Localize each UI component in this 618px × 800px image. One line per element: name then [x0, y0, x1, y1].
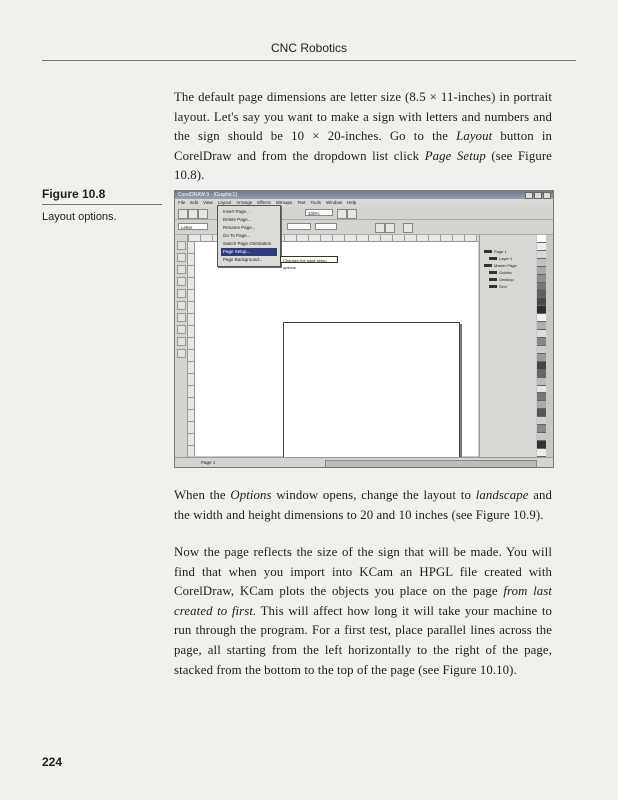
window-controls	[525, 192, 551, 199]
docker-row[interactable]	[484, 249, 507, 254]
palette-swatch[interactable]	[537, 386, 546, 394]
paragraph-1	[174, 88, 552, 186]
italic-run: Options	[230, 488, 272, 502]
text-run: The default page dimensions are letter size (8.5 × 11-inches) in portrait layout. Let's say you want to make a sign with letters and numbers and the sign should be 10 × 20-inches. Go to the	[174, 90, 552, 144]
menu-item-text[interactable]: Text	[297, 200, 306, 205]
palette-swatch[interactable]	[537, 401, 546, 409]
italic-run: from last created to first.	[174, 584, 552, 618]
zoom-icon	[337, 209, 347, 219]
freehand-tool-icon	[177, 277, 186, 286]
document-page	[283, 322, 460, 468]
docker-row[interactable]	[489, 270, 512, 275]
docker-row[interactable]	[489, 256, 512, 261]
dropdown-item[interactable]: Page Background...	[223, 257, 263, 262]
page-header: CNC Robotics	[270, 41, 348, 55]
menu-item-effects[interactable]: Effects	[257, 200, 271, 205]
palette-swatch[interactable]	[537, 370, 546, 378]
menu-item-layout[interactable]: Layout	[217, 200, 232, 205]
new-icon	[178, 209, 188, 219]
zoom-tool-icon	[177, 265, 186, 274]
vertical-ruler	[188, 241, 195, 456]
page-tab: Page 1	[201, 460, 216, 465]
text-run: When the	[174, 488, 231, 502]
layer-swatch	[489, 285, 497, 288]
app-title: CorelDRAW 9 - [Graphic1]	[178, 192, 237, 198]
page-number: 224	[42, 755, 63, 769]
header-rule	[42, 60, 576, 61]
palette-swatch[interactable]	[537, 449, 546, 457]
italic-run: Layout	[456, 129, 493, 144]
palette-swatch[interactable]	[537, 354, 546, 362]
palette-swatch[interactable]	[537, 338, 546, 346]
figure-caption: Layout options.	[42, 211, 117, 223]
palette-swatch[interactable]	[537, 235, 546, 243]
dropdown-item[interactable]: Insert Page...	[223, 209, 250, 214]
palette-swatch[interactable]	[537, 417, 546, 425]
ellipse-tool-icon	[177, 301, 186, 310]
zoom-field: 100%	[305, 209, 333, 216]
minimize-icon	[525, 192, 533, 199]
docker-row[interactable]	[489, 277, 514, 282]
docker-row-label: Guides	[499, 270, 512, 275]
menu-item-edit[interactable]: Edit	[190, 200, 199, 205]
menu-item-file[interactable]: File	[178, 200, 186, 205]
dropdown-item[interactable]: Switch Page Orientation	[223, 241, 272, 246]
docker-row-label: Grid	[499, 284, 507, 289]
text-run: window opens, change the layout to	[271, 488, 476, 502]
dropdown-item[interactable]: Go To Page...	[223, 233, 251, 238]
text-tool-icon	[177, 325, 186, 334]
menu-item-arrange[interactable]: Arrange	[236, 200, 253, 205]
docker-row[interactable]	[489, 284, 507, 289]
paper-size-field: Letter	[178, 223, 208, 230]
figure-label	[42, 187, 162, 223]
layer-swatch	[484, 264, 492, 267]
menu-item-tools[interactable]: Tools	[310, 200, 321, 205]
palette-swatch[interactable]	[537, 243, 546, 251]
palette-swatch[interactable]	[537, 259, 546, 267]
layout-dropdown	[217, 205, 281, 267]
toolbox	[175, 235, 188, 457]
layer-swatch	[489, 257, 497, 260]
menu-item-bitmaps[interactable]: Bitmaps	[275, 200, 293, 205]
maximize-icon	[534, 192, 542, 199]
palette-swatch[interactable]	[537, 275, 546, 283]
drawing-canvas	[195, 242, 478, 456]
palette-swatch[interactable]	[537, 330, 546, 338]
palette-swatch[interactable]	[537, 322, 546, 330]
figure-screenshot	[174, 190, 554, 468]
width-field	[287, 223, 311, 230]
text-run: and the width and height dimensions to 20 and 10 inches (see Figure 10.9).	[174, 488, 553, 522]
help-icon	[347, 209, 357, 219]
menu-item-window[interactable]: Window	[325, 200, 342, 205]
polygon-tool-icon	[177, 313, 186, 322]
palette-swatch[interactable]	[537, 314, 546, 322]
paragraph-2	[174, 486, 552, 525]
dropdown-item[interactable]: Page Setup...	[221, 248, 277, 256]
dropdown-item[interactable]: Rename Page...	[223, 225, 256, 230]
docker-row[interactable]	[484, 263, 517, 268]
palette-swatch[interactable]	[537, 306, 546, 314]
palette-swatch[interactable]	[537, 251, 546, 259]
palette-swatch[interactable]	[537, 433, 546, 441]
portrait-icon	[375, 223, 385, 233]
layer-swatch	[489, 271, 497, 274]
menu-item-view[interactable]: View	[203, 200, 213, 205]
object-manager-docker	[479, 235, 536, 457]
palette-swatch[interactable]	[537, 362, 546, 370]
horizontal-scrollbar	[325, 460, 537, 468]
palette-swatch[interactable]	[537, 267, 546, 275]
text-run: (see Figure 10.8).	[174, 148, 552, 183]
close-icon	[543, 192, 551, 199]
layer-swatch	[489, 278, 497, 281]
dropdown-item[interactable]: Delete Page...	[223, 217, 252, 222]
italic-run: landscape	[475, 488, 529, 502]
figure-number: Figure 10.8	[42, 187, 162, 205]
palette-swatch[interactable]	[537, 346, 546, 354]
color-palette	[537, 235, 546, 457]
docker-row-label: Layer 1	[499, 256, 513, 261]
shape-tool-icon	[177, 253, 186, 262]
rectangle-tool-icon	[177, 289, 186, 298]
open-icon	[188, 209, 198, 219]
palette-swatch[interactable]	[537, 378, 546, 386]
text-run: button in CorelDraw and from the dropdown list click	[174, 129, 552, 163]
app-titlebar	[175, 191, 553, 199]
italic-run: Page Setup	[424, 148, 486, 163]
fill-tool-icon	[177, 337, 186, 346]
docker-row-label: Desktop	[499, 277, 514, 282]
palette-swatch[interactable]	[537, 425, 546, 433]
status-bar	[175, 457, 553, 468]
palette-swatch[interactable]	[537, 409, 546, 417]
pick-tool-icon	[177, 241, 186, 250]
units-icon	[403, 223, 413, 233]
menu-item-help[interactable]: Help	[347, 200, 357, 205]
text-run: Now the page reflects the size of the sign that will be made. You will find that when you import into KCam an HPGL file created with CorelDraw, KCam plots the objects you place on the page	[174, 545, 552, 599]
layer-swatch	[484, 250, 492, 253]
palette-swatch[interactable]	[537, 290, 546, 298]
palette-swatch[interactable]	[537, 283, 546, 291]
palette-swatch[interactable]	[537, 441, 546, 449]
text-run: This will affect how long it will take your machine to run through the program. For a first test, place parallel lines across the page, all starting from the left horizontally to the right of the page, stacked from the bottom to the top of the page (see Figure 10.10).	[174, 603, 552, 677]
docker-row-label: Master Page	[494, 263, 517, 268]
palette-swatch[interactable]	[537, 393, 546, 401]
save-icon	[198, 209, 208, 219]
docker-row-label: Page 1	[494, 249, 507, 254]
tooltip: Changes the page setup options	[280, 256, 338, 263]
height-field	[315, 223, 337, 230]
landscape-icon	[385, 223, 395, 233]
paragraph-3	[174, 543, 552, 680]
outline-tool-icon	[177, 349, 186, 358]
palette-swatch[interactable]	[537, 298, 546, 306]
